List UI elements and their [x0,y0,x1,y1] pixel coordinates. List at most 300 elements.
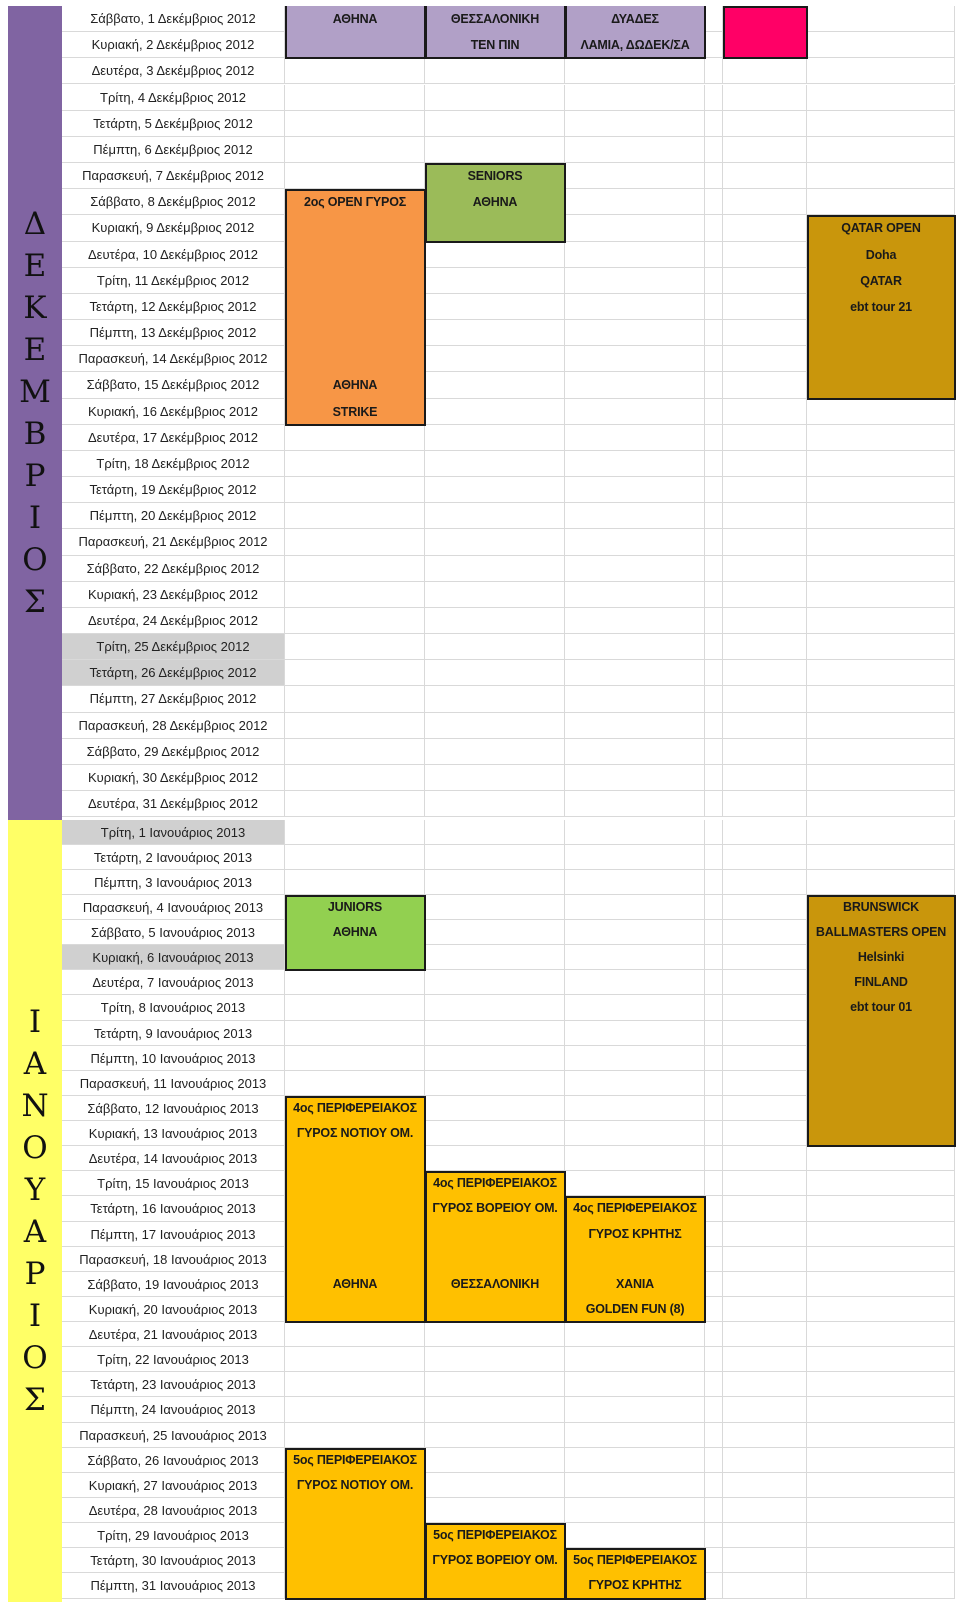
grid-cell [285,970,425,995]
grid-cell [565,970,705,995]
event-label: QATAR OPEN [841,221,921,236]
month-letter: Ο [22,541,48,578]
grid-cell [723,1272,807,1297]
date-cell: Σάββατο, 8 Δεκέμβριος 2012 [62,189,285,215]
grid-cell [807,529,955,555]
grid-cell [705,582,723,608]
grid-cell [723,1347,807,1372]
grid-cell [425,503,565,529]
grid-cell [285,425,425,451]
date-cell: Δευτέρα, 24 Δεκέμβριος 2012 [62,608,285,634]
grid-cell [285,451,425,477]
date-cell: Κυριακή, 9 Δεκέμβριος 2012 [62,215,285,241]
grid-cell [705,242,723,268]
grid-cell [565,372,705,398]
grid-cell [565,399,705,425]
grid-cell [723,1498,807,1523]
date-cell: Δευτέρα, 31 Δεκέμβριος 2012 [62,791,285,817]
grid-cell [425,995,565,1020]
date-cell: Τετάρτη, 16 Ιανουάριος 2013 [62,1196,285,1221]
date-cell: Πέμπτη, 3 Ιανουάριος 2013 [62,870,285,895]
grid-cell [425,1372,565,1397]
grid-cell [285,608,425,634]
grid-cell [807,556,955,582]
month-letter: Ι [28,1297,42,1334]
grid-cell [425,1146,565,1171]
grid-cell [723,1121,807,1146]
grid-cell [425,1096,565,1121]
date-cell: Κυριακή, 30 Δεκέμβριος 2012 [62,765,285,791]
grid-cell [565,215,705,241]
event-label: BRUNSWICK [843,899,919,914]
grid-cell [705,1196,723,1221]
grid-cell [723,686,807,712]
date-cell: Τρίτη, 15 Ιανουάριος 2013 [62,1171,285,1196]
grid-cell [723,1448,807,1473]
month-letter: Ο [22,1339,48,1376]
grid-cell [723,1297,807,1322]
event-label: 5ος ΠΕΡΙΦΕΡΕΙΑΚΟΣ [573,1553,697,1568]
grid-cell [705,739,723,765]
grid-cell [807,634,955,660]
grid-cell [723,791,807,817]
grid-cell [425,268,565,294]
grid-cell [705,1247,723,1272]
date-cell: Σάββατο, 12 Ιανουάριος 2013 [62,1096,285,1121]
event-label: Doha [865,247,897,262]
grid-cell [705,995,723,1020]
grid-cell [807,503,955,529]
date-cell: Πέμπτη, 13 Δεκέμβριος 2012 [62,320,285,346]
grid-cell [807,820,955,845]
grid-cell [425,556,565,582]
grid-cell [807,85,955,111]
grid-cell [705,1071,723,1096]
grid-cell [565,529,705,555]
month-letter: Κ [23,289,47,326]
grid-cell [723,765,807,791]
grid-cell [425,920,565,945]
grid-cell [705,1498,723,1523]
grid-cell [285,1423,425,1448]
grid-cell [285,111,425,137]
grid-cell [723,608,807,634]
grid-cell [723,242,807,268]
grid-cell [723,1473,807,1498]
grid-cell [705,1121,723,1146]
grid-cell [565,477,705,503]
grid-cell [425,765,565,791]
grid-cell [705,425,723,451]
magenta-block [723,6,808,59]
event-label: 5ος ΠΕΡΙΦΕΡΕΙΑΚΟΣ [293,1452,417,1467]
event-label: ΘΕΣΣΑΛΟΝΙΚΗ [450,1276,540,1291]
event-label: ΓΥΡΟΣ ΝΟΤΙΟΥ ΟΜ. [296,1477,414,1492]
event-label: FINLAND [854,975,908,990]
grid-cell [705,1146,723,1171]
month-letter: Ε [23,331,47,368]
date-cell: Παρασκευή, 14 Δεκέμβριος 2012 [62,346,285,372]
grid-cell [565,294,705,320]
grid-cell [807,451,955,477]
grid-cell [807,686,955,712]
date-cell: Τετάρτη, 2 Ιανουάριος 2013 [62,845,285,870]
grid-cell [565,895,705,920]
grid-cell [565,608,705,634]
grid-cell [723,870,807,895]
grid-cell [705,765,723,791]
grid-cell [807,791,955,817]
month-letter: Υ [24,1171,46,1208]
grid-cell [723,1573,807,1598]
grid-cell [285,1021,425,1046]
grid-cell [425,1046,565,1071]
grid-cell [705,1523,723,1548]
grid-cell [705,477,723,503]
grid-cell [285,1397,425,1422]
grid-cell [425,1397,565,1422]
grid-cell [723,529,807,555]
date-cell: Κυριακή, 27 Ιανουάριος 2013 [62,1473,285,1498]
date-cell: Πέμπτη, 6 Δεκέμβριος 2012 [62,137,285,163]
grid-cell [565,189,705,215]
grid-cell [285,1046,425,1071]
event-label: ΓΥΡΟΣ ΒΟΡΕΙΟΥ ΟΜ. [432,1201,558,1216]
grid-cell [565,320,705,346]
date-cell: Τετάρτη, 30 Ιανουάριος 2013 [62,1548,285,1573]
grid-cell [723,399,807,425]
event-label: 4ος ΠΕΡΙΦΕΡΕΙΑΚΟΣ [573,1201,697,1216]
date-cell: Δευτέρα, 3 Δεκέμβριος 2012 [62,58,285,84]
grid-cell [285,713,425,739]
grid-cell [705,820,723,845]
grid-cell [807,1146,955,1171]
month-letter: Μ [19,373,51,410]
grid-cell [807,582,955,608]
grid-cell [565,1473,705,1498]
grid-cell [425,660,565,686]
grid-cell [807,870,955,895]
grid-cell [565,713,705,739]
grid-cell [565,845,705,870]
grid-cell [425,137,565,163]
grid-cell [807,1171,955,1196]
event-label: STRIKE [332,404,378,419]
grid-cell [705,1272,723,1297]
grid-cell [705,1096,723,1121]
month-letter: Α [23,1213,47,1250]
grid-cell [285,163,425,189]
grid-cell [565,1397,705,1422]
grid-cell [425,1021,565,1046]
date-cell: Παρασκευή, 21 Δεκέμβριος 2012 [62,529,285,555]
grid-cell [705,660,723,686]
date-cell: Πέμπτη, 31 Ιανουάριος 2013 [62,1573,285,1598]
event-label: ΓΥΡΟΣ ΒΟΡΕΙΟΥ ΟΜ. [432,1553,558,1568]
grid-cell [565,111,705,137]
date-cell: Τετάρτη, 26 Δεκέμβριος 2012 [62,660,285,686]
date-cell: Παρασκευή, 4 Ιανουάριος 2013 [62,895,285,920]
grid-cell [705,85,723,111]
date-cell: Δευτέρα, 28 Ιανουάριος 2013 [62,1498,285,1523]
grid-cell [705,1573,723,1598]
grid-cell [285,503,425,529]
grid-cell [723,1523,807,1548]
grid-cell [705,399,723,425]
date-cell: Τρίτη, 18 Δεκέμβριος 2012 [62,451,285,477]
grid-cell [425,1071,565,1096]
event-label: ΘΕΣΣΑΛΟΝΙΚΗ [450,12,540,26]
grid-cell [425,1498,565,1523]
grid-cell [425,1473,565,1498]
date-cell: Παρασκευή, 18 Ιανουάριος 2013 [62,1247,285,1272]
month-letter: Ι [28,1003,42,1040]
grid-cell [705,346,723,372]
event-label: ΑΘΗΝΑ [332,1276,378,1291]
date-cell: Πέμπτη, 20 Δεκέμβριος 2012 [62,503,285,529]
month-letter: Σ [24,583,46,620]
grid-cell [705,1423,723,1448]
grid-cell [285,820,425,845]
grid-cell [807,1247,955,1272]
grid-cell [705,6,723,32]
grid-cell [723,294,807,320]
grid-cell [565,1171,705,1196]
grid-cell [807,1473,955,1498]
grid-cell [565,242,705,268]
event-label: QATAR [860,273,902,288]
grid-cell [807,58,955,84]
date-cell: Κυριακή, 2 Δεκέμβριος 2012 [62,32,285,58]
grid-cell [723,920,807,945]
event-label: ΓΥΡΟΣ ΝΟΤΙΟΥ ΟΜ. [296,1126,414,1141]
grid-cell [723,163,807,189]
grid-cell [565,1523,705,1548]
grid-cell [425,1322,565,1347]
event-label: ΛΑΜΙΑ, ΔΩΔΕΚ/ΣΑ [580,38,690,53]
grid-cell [565,870,705,895]
grid-cell [425,477,565,503]
date-cell: Τρίτη, 4 Δεκέμβριος 2012 [62,85,285,111]
grid-cell [425,739,565,765]
grid-cell [807,137,955,163]
grid-cell [807,1448,955,1473]
grid-cell [723,85,807,111]
grid-cell [723,268,807,294]
grid-cell [425,372,565,398]
grid-cell [565,1322,705,1347]
grid-cell [565,503,705,529]
grid-cell [285,870,425,895]
grid-cell [425,425,565,451]
grid-cell [425,970,565,995]
grid-cell [285,1071,425,1096]
date-cell: Τρίτη, 1 Ιανουάριος 2013 [62,820,285,845]
grid-cell [285,686,425,712]
grid-cell [425,58,565,84]
grid-cell [565,1071,705,1096]
grid-cell [285,995,425,1020]
grid-cell [705,945,723,970]
grid-cell [425,1423,565,1448]
month-letter: Ο [22,1129,48,1166]
month-letter: Ν [21,1087,49,1124]
grid-cell [807,1297,955,1322]
grid-cell [705,1448,723,1473]
grid-cell [705,1347,723,1372]
grid-cell [723,111,807,137]
grid-cell [723,425,807,451]
date-cell: Κυριακή, 13 Ιανουάριος 2013 [62,1121,285,1146]
grid-cell [723,582,807,608]
grid-cell [285,137,425,163]
date-cell: Τετάρτη, 19 Δεκέμβριος 2012 [62,477,285,503]
grid-cell [705,451,723,477]
grid-cell [807,1372,955,1397]
grid-cell [565,58,705,84]
date-cell: Παρασκευή, 25 Ιανουάριος 2013 [62,1423,285,1448]
grid-cell [705,920,723,945]
event-label: ΔΥΑΔΕΣ [611,12,659,26]
grid-cell [705,1322,723,1347]
grid-cell [723,137,807,163]
grid-cell [565,346,705,372]
grid-cell [565,1423,705,1448]
grid-cell [705,58,723,84]
event-label: 4ος ΠΕΡΙΦΕΡΕΙΑΚΟΣ [293,1100,417,1115]
grid-cell [425,895,565,920]
event-label: 5ος ΠΕΡΙΦΕΡΕΙΑΚΟΣ [433,1528,557,1543]
date-cell: Τετάρτη, 12 Δεκέμβριος 2012 [62,294,285,320]
grid-cell [723,451,807,477]
grid-cell [723,1247,807,1272]
month-letter: Δ [23,205,47,242]
grid-cell [807,845,955,870]
grid-cell [565,1498,705,1523]
grid-cell [565,1347,705,1372]
grid-cell [807,6,955,32]
date-cell: Τρίτη, 22 Ιανουάριος 2013 [62,1347,285,1372]
grid-cell [565,765,705,791]
grid-cell [705,32,723,58]
grid-cell [425,399,565,425]
event-label: ebt tour 21 [850,299,912,314]
grid-cell [723,820,807,845]
grid-cell [285,582,425,608]
grid-cell [723,556,807,582]
grid-cell [705,268,723,294]
month-letter: Ε [23,247,47,284]
grid-cell [425,1121,565,1146]
grid-cell [705,111,723,137]
grid-cell [723,1548,807,1573]
grid-cell [723,1046,807,1071]
grid-cell [425,320,565,346]
grid-cell [425,294,565,320]
grid-cell [723,215,807,241]
date-cell: Κυριακή, 16 Δεκέμβριος 2012 [62,399,285,425]
grid-cell [705,608,723,634]
grid-cell [723,1096,807,1121]
grid-cell [705,870,723,895]
grid-cell [705,529,723,555]
date-cell: Δευτέρα, 17 Δεκέμβριος 2012 [62,425,285,451]
grid-cell [807,765,955,791]
date-cell: Τετάρτη, 9 Ιανουάριος 2013 [62,1021,285,1046]
month-letter: Σ [24,1381,46,1418]
grid-cell [807,425,955,451]
grid-cell [705,215,723,241]
grid-cell [565,820,705,845]
date-cell: Τρίτη, 8 Ιανουάριος 2013 [62,995,285,1020]
grid-cell [705,189,723,215]
grid-cell [807,32,955,58]
date-cell: Παρασκευή, 28 Δεκέμβριος 2012 [62,713,285,739]
grid-cell [285,58,425,84]
date-cell: Κυριακή, 20 Ιανουάριος 2013 [62,1297,285,1322]
event-label: ΑΘΗΝΑ [472,195,518,210]
grid-cell [425,111,565,137]
event-label: ΓΥΡΟΣ ΚΡΗΤΗΣ [588,1578,682,1593]
grid-cell [425,346,565,372]
date-cell: Σάββατο, 15 Δεκέμβριος 2012 [62,372,285,398]
date-cell: Παρασκευή, 11 Ιανουάριος 2013 [62,1071,285,1096]
grid-cell [425,451,565,477]
date-cell: Πέμπτη, 27 Δεκέμβριος 2012 [62,686,285,712]
event-label: 2ος OPEN ΓΥΡΟΣ [303,195,407,210]
grid-cell [723,634,807,660]
grid-cell [807,739,955,765]
grid-cell [705,791,723,817]
grid-cell [285,1322,425,1347]
date-cell: Τετάρτη, 23 Ιανουάριος 2013 [62,1372,285,1397]
grid-cell [705,845,723,870]
grid-cell [723,1423,807,1448]
grid-cell [807,1573,955,1598]
grid-cell [705,1021,723,1046]
event-label: ΑΘΗΝΑ [332,925,378,940]
grid-cell [285,791,425,817]
date-cell: Σάββατο, 1 Δεκέμβριος 2012 [62,6,285,32]
grid-cell [425,713,565,739]
grid-cell [807,1423,955,1448]
event-label: SENIORS [467,169,523,184]
grid-cell [565,1096,705,1121]
grid-cell [807,1196,955,1221]
grid-cell [807,1498,955,1523]
grid-cell [807,1272,955,1297]
date-cell: Δευτέρα, 21 Ιανουάριος 2013 [62,1322,285,1347]
date-cell: Τετάρτη, 5 Δεκέμβριος 2012 [62,111,285,137]
grid-cell [705,1171,723,1196]
grid-cell [705,163,723,189]
grid-cell [565,163,705,189]
grid-cell [425,242,565,268]
month-letter: Α [23,1045,47,1082]
grid-cell [285,1347,425,1372]
grid-cell [565,1046,705,1071]
date-cell: Κυριακή, 6 Ιανουάριος 2013 [62,945,285,970]
event-label: ebt tour 01 [850,1000,912,1015]
grid-cell [565,791,705,817]
grid-cell [723,895,807,920]
grid-cell [807,1222,955,1247]
grid-cell [565,686,705,712]
grid-cell [705,686,723,712]
month-band-january [8,820,62,1602]
grid-cell [565,1448,705,1473]
month-letter: Ι [28,499,42,536]
